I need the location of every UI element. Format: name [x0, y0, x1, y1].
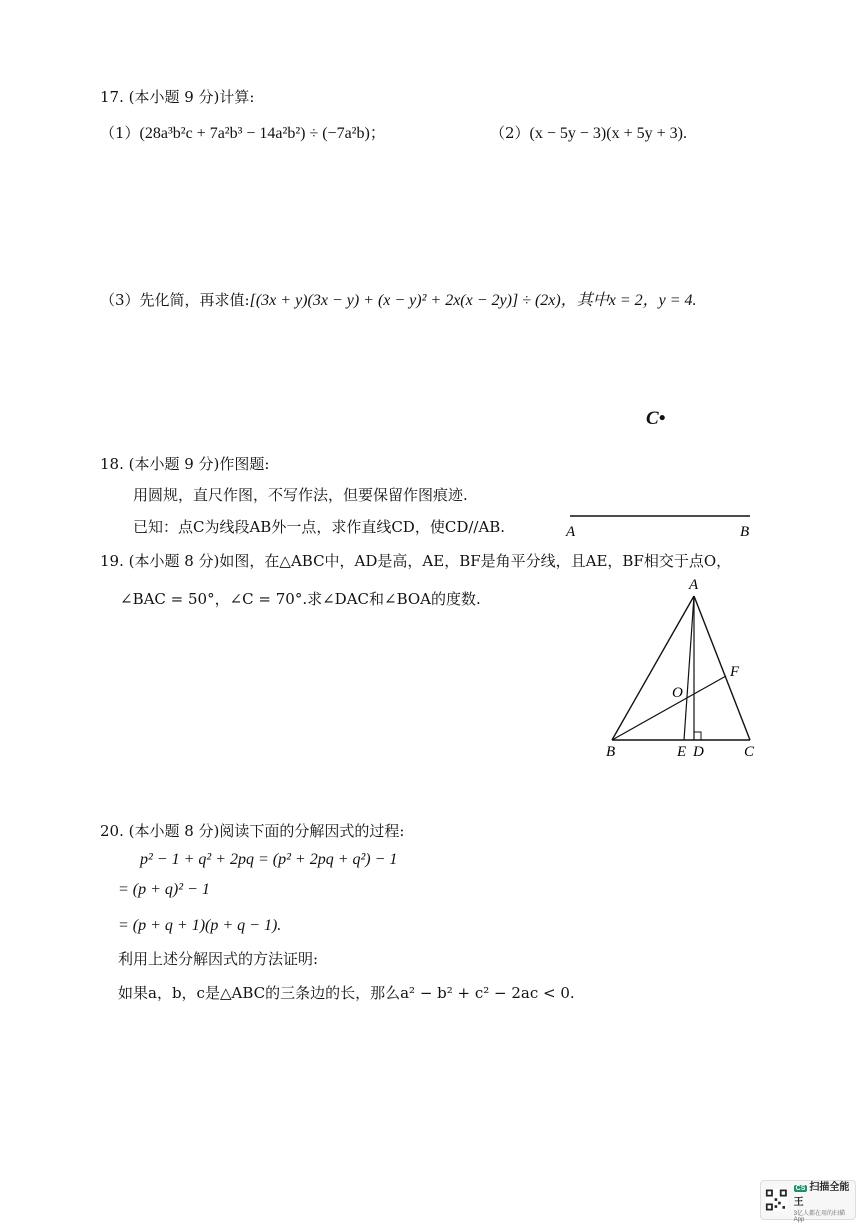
q20-header: 20. (本小题 8 分)阅读下面的分解因式的过程:	[100, 822, 405, 840]
side-ac	[694, 596, 750, 740]
label-a: A	[689, 577, 699, 593]
q17-part2	[490, 124, 687, 143]
label-f: F	[730, 664, 740, 680]
q17-part1	[100, 124, 386, 143]
q20-step2: = (p + q)² − 1	[118, 881, 210, 898]
q17-part1-expr: (28a³b²c + 7a²b³ − 14a²b²) ÷ (−7a²b)；	[139, 125, 386, 142]
segment-label-b: B	[740, 524, 750, 540]
q18-segment-figure	[560, 508, 760, 540]
q17-part3-expr: [(3x + y)(3x − y) + (x − y)² + 2x(x − 2y)] ÷ (2x)，其中x = 2，y = 4.	[249, 292, 697, 309]
q17-part3	[100, 291, 697, 310]
label-o: O	[672, 685, 683, 701]
label-b: B	[606, 744, 616, 760]
segment-label-a: A	[566, 524, 576, 540]
q18-point-c-dot: •	[658, 408, 666, 429]
q18-given: 已知：点C为线段AB外一点，求作直线CD，使CD//AB.	[133, 518, 506, 536]
label-c: C	[744, 744, 755, 760]
q17-part3-prefix: 先化简，再求值:	[139, 291, 250, 309]
q18-point-c-label: C	[646, 408, 659, 429]
q17-part2-expr: (x − 5y − 3)(x + 5y + 3).	[529, 125, 687, 142]
qr-code-icon	[765, 1187, 788, 1213]
watermark-subtitle: 3亿人都在用的扫描App	[793, 1210, 846, 1223]
label-e: E	[677, 744, 687, 760]
segment-bf	[612, 676, 726, 740]
right-angle-mark	[694, 732, 701, 740]
watermark-brand	[794, 1178, 851, 1208]
side-ab	[612, 596, 694, 740]
q20-statement: 如果a，b，c是△ABC的三条边的长，那么a² − b² + c² − 2ac < 0.	[118, 984, 575, 1002]
q18-point-c	[646, 408, 665, 431]
q17-part3-label: （3）	[100, 291, 140, 309]
q20-step1: p² − 1 + q² + 2pq = (p² + 2pq + q²) − 1	[140, 851, 398, 868]
scanner-watermark	[760, 1180, 856, 1223]
q19-header: 19. (本小题 8 分)如图，在△ABC中，AD是高，AE，BF是角平分线，且AE，BF相交于点O，	[100, 552, 732, 570]
q20-task: 利用上述分解因式的方法证明:	[118, 950, 319, 968]
q19-triangle-figure	[600, 572, 770, 767]
q18-instruction: 用圆规，直尺作图，不写作法，但要保留作图痕迹.	[133, 486, 468, 504]
q18-header: 18. (本小题 9 分)作图题:	[100, 455, 270, 473]
cs-logo-icon: CS	[795, 1184, 806, 1192]
q17-header: 17. (本小题 9 分)计算:	[100, 88, 255, 106]
watermark-brand-name: 扫描全能王	[793, 1181, 850, 1208]
q19-condition: ∠BAC = 50°，∠C = 70°.求∠DAC和∠BOA的度数.	[120, 590, 481, 608]
label-d: D	[693, 744, 704, 760]
q17-part2-label: （2）	[490, 124, 530, 142]
q20-step3: = (p + q + 1)(p + q − 1).	[118, 917, 282, 934]
segment-ae	[684, 596, 694, 740]
watermark-text	[794, 1178, 851, 1223]
q17-part1-label: （1）	[100, 124, 140, 142]
